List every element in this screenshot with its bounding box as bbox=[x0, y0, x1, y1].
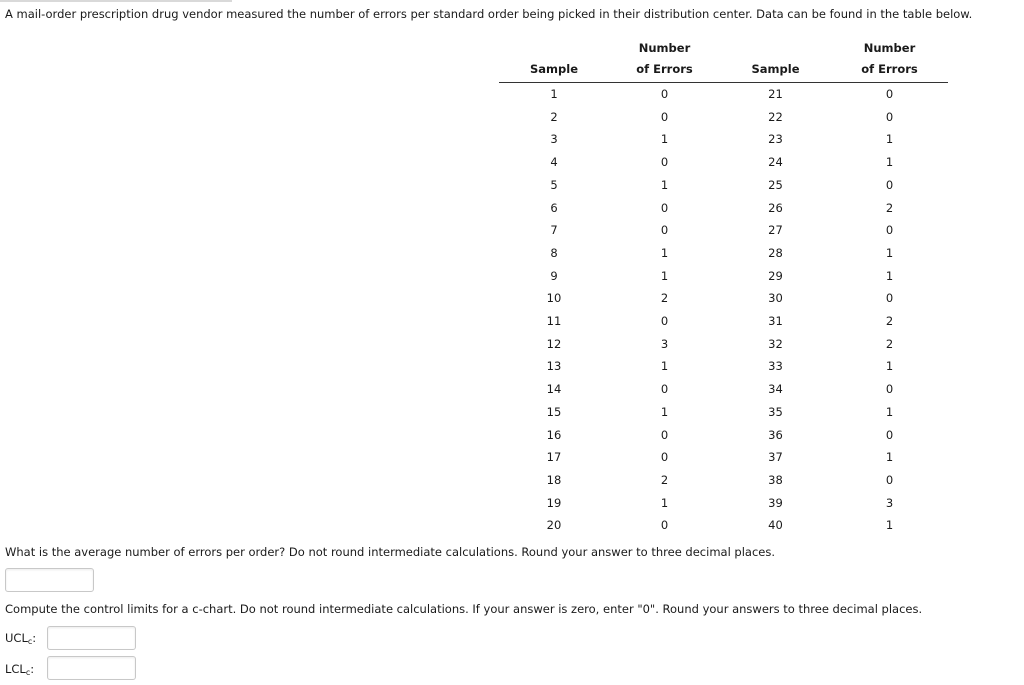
sample-cell: 6 bbox=[550, 200, 558, 215]
sample-cell: 21 bbox=[768, 87, 783, 101]
sample-cell: 39 bbox=[768, 495, 783, 510]
header-errors-1: Number of Errors bbox=[609, 38, 720, 83]
sample-cell: 3 bbox=[550, 132, 558, 147]
errors-cell: 0 bbox=[885, 427, 894, 442]
table-row bbox=[499, 197, 948, 220]
table-body bbox=[499, 83, 948, 538]
errors-cell: 0 bbox=[660, 518, 669, 533]
table-row bbox=[499, 287, 948, 310]
sample-cell: 28 bbox=[768, 245, 783, 260]
average-question: What is the average number of errors per order? Do not round intermediate calculations. Round your answer to three decimal places. bbox=[5, 545, 776, 559]
control-limits-question: Compute the control limits for a c-chart. Do not round intermediate calculations. If your answer is zero, enter "0". Round your answers to three decimal places. bbox=[5, 602, 923, 616]
sample-cell: 8 bbox=[550, 245, 558, 260]
sample-cell: 26 bbox=[768, 200, 783, 215]
table-row bbox=[499, 242, 948, 265]
errors-cell: 0 bbox=[660, 427, 669, 442]
sample-cell: 40 bbox=[768, 518, 783, 533]
errors-cell: 0 bbox=[660, 87, 669, 101]
sample-cell: 10 bbox=[546, 291, 562, 306]
errors-cell: 0 bbox=[885, 109, 894, 124]
table-row bbox=[499, 401, 948, 424]
errors-cell: 1 bbox=[885, 268, 894, 283]
sample-cell: 19 bbox=[546, 495, 562, 510]
errors-cell: 0 bbox=[660, 382, 669, 397]
lcl-label: $LCL_c$: bbox=[5, 662, 35, 677]
sample-cell: 34 bbox=[768, 382, 783, 397]
sample-cell: 33 bbox=[768, 359, 783, 374]
sample-cell: 2 bbox=[550, 109, 558, 124]
table-row bbox=[499, 151, 948, 174]
header-errors-2: Number of Errors bbox=[831, 38, 948, 83]
errors-cell: 1 bbox=[660, 495, 669, 510]
table-row bbox=[499, 219, 948, 242]
sample-cell: 30 bbox=[768, 291, 783, 306]
sample-cell: 25 bbox=[768, 177, 783, 192]
errors-cell: 2 bbox=[660, 291, 669, 306]
table-row bbox=[499, 378, 948, 401]
errors-cell: 0 bbox=[885, 177, 894, 192]
errors-cell: 2 bbox=[885, 314, 894, 329]
sample-cell: 7 bbox=[550, 223, 558, 238]
sample-cell: 14 bbox=[546, 382, 562, 397]
top-divider bbox=[0, 0, 232, 2]
table-row bbox=[499, 174, 948, 197]
sample-cell: 16 bbox=[546, 427, 562, 442]
table-row bbox=[499, 83, 948, 106]
sample-cell: 27 bbox=[768, 223, 783, 238]
ucl-label: $UCL_c$: bbox=[5, 631, 37, 646]
table-row bbox=[499, 265, 948, 288]
errors-cell: 3 bbox=[885, 495, 894, 510]
sample-cell: 29 bbox=[768, 268, 783, 283]
errors-cell: 0 bbox=[660, 223, 669, 238]
sample-cell: 12 bbox=[546, 336, 562, 351]
table-row bbox=[499, 355, 948, 378]
sample-cell: 23 bbox=[768, 132, 783, 147]
sample-cell: 4 bbox=[550, 155, 558, 170]
errors-cell: 1 bbox=[660, 245, 669, 260]
table-header-row bbox=[499, 38, 948, 83]
errors-cell: 0 bbox=[660, 155, 669, 170]
errors-cell: 2 bbox=[885, 336, 894, 351]
sample-cell: 37 bbox=[768, 450, 783, 465]
sample-cell: 31 bbox=[768, 314, 783, 329]
errors-cell: 1 bbox=[660, 177, 669, 192]
sample-cell: 24 bbox=[768, 155, 783, 170]
sample-cell: 9 bbox=[550, 268, 558, 283]
table-row bbox=[499, 469, 948, 492]
errors-cell: 1 bbox=[885, 404, 894, 419]
table-row bbox=[499, 514, 948, 537]
problem-statement: A mail-order prescription drug vendor measured the number of errors per standard order being picked in their distribution center. Data can be found in the table below. bbox=[5, 7, 973, 21]
errors-cell: 0 bbox=[885, 223, 894, 238]
average-answer-input[interactable] bbox=[5, 568, 94, 592]
sample-cell: 22 bbox=[768, 109, 783, 124]
sample-cell: 18 bbox=[546, 472, 562, 487]
table-row bbox=[499, 446, 948, 469]
errors-cell: 0 bbox=[660, 200, 669, 215]
errors-cell: 2 bbox=[885, 200, 894, 215]
header-sample-1: Sample bbox=[499, 38, 609, 83]
table-row bbox=[499, 128, 948, 151]
errors-cell: 1 bbox=[660, 132, 669, 147]
errors-cell: 1 bbox=[885, 132, 894, 147]
errors-cell: 0 bbox=[885, 472, 894, 487]
errors-cell: 0 bbox=[660, 450, 669, 465]
errors-cell: 1 bbox=[660, 404, 669, 419]
lcl-answer-input[interactable] bbox=[47, 656, 136, 680]
errors-cell: 1 bbox=[660, 359, 669, 374]
sample-cell: 13 bbox=[546, 359, 562, 374]
errors-cell: 0 bbox=[885, 87, 894, 101]
table-row bbox=[499, 492, 948, 515]
errors-cell: 2 bbox=[660, 472, 669, 487]
sample-cell: 38 bbox=[768, 472, 783, 487]
errors-cell: 0 bbox=[885, 291, 894, 306]
errors-cell: 1 bbox=[885, 518, 894, 533]
sample-cell: 11 bbox=[546, 314, 562, 329]
header-sample-2: Sample bbox=[720, 38, 831, 83]
sample-cell: 17 bbox=[546, 450, 562, 465]
sample-cell: 20 bbox=[546, 518, 562, 533]
ucl-answer-input[interactable] bbox=[47, 626, 136, 650]
sample-cell: 5 bbox=[550, 177, 558, 192]
errors-cell: 0 bbox=[885, 382, 894, 397]
errors-cell: 0 bbox=[660, 109, 669, 124]
sample-cell: 32 bbox=[768, 336, 783, 351]
errors-cell: 1 bbox=[885, 450, 894, 465]
sample-cell: 1 bbox=[550, 87, 558, 101]
sample-cell: 15 bbox=[546, 404, 562, 419]
errors-cell: 3 bbox=[660, 336, 669, 351]
errors-cell: 1 bbox=[660, 268, 669, 283]
errors-cell: 1 bbox=[885, 245, 894, 260]
table-row bbox=[499, 106, 948, 129]
table-row bbox=[499, 424, 948, 447]
sample-cell: 35 bbox=[768, 404, 783, 419]
errors-table bbox=[499, 38, 948, 537]
table-row bbox=[499, 310, 948, 333]
sample-cell: 36 bbox=[768, 427, 783, 442]
errors-cell: 0 bbox=[660, 314, 669, 329]
errors-cell: 1 bbox=[885, 359, 894, 374]
table-row bbox=[499, 333, 948, 356]
errors-cell: 1 bbox=[885, 155, 894, 170]
